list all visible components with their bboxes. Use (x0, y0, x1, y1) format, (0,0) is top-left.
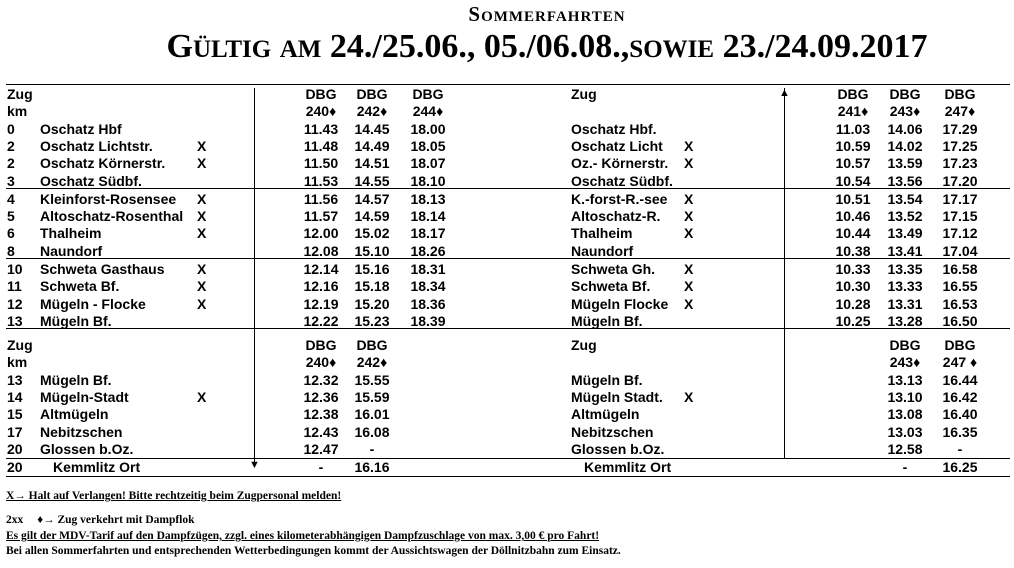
departure-time: 15.20 (354, 295, 390, 312)
train-number: 242♦ (356, 103, 388, 120)
km-value: 11 (7, 278, 22, 295)
km-value: 12 (7, 295, 23, 312)
station-name: Mügeln - Flocke (40, 295, 146, 312)
departure-time: 13.54 (887, 190, 923, 207)
kemmlitz-divider (6, 458, 1010, 459)
departure-time: 13.03 (887, 423, 923, 440)
station-name: Oschatz Südbf. (40, 172, 142, 189)
departure-time: 18.26 (410, 242, 446, 259)
departure-time: 10.59 (835, 137, 871, 154)
departure-time: 18.39 (410, 312, 446, 329)
departure-time: 14.55 (354, 172, 390, 189)
departure-time: 14.57 (354, 190, 390, 207)
validity-subtitle (40, 28, 1014, 66)
steam-note (6, 514, 195, 526)
train-number: 247 ♦ (942, 354, 978, 371)
departure-time: 16.42 (942, 388, 978, 405)
departure-time: 11.57 (303, 208, 339, 225)
subtitle-word-gueltig: ÜLTIG (192, 36, 272, 63)
departure-time: 14.45 (354, 120, 390, 137)
departure-time: 18.31 (410, 261, 446, 277)
steam-note-text: ♦→ Zug verkehrt mit Dampflok (37, 514, 195, 526)
station-name: Oschatz Hbf. (571, 120, 657, 137)
departure-time: 12.47 (303, 440, 339, 457)
operator-header: DBG (889, 337, 921, 353)
up-arrow-icon: ▲ (779, 87, 790, 99)
departure-time: 17.29 (942, 120, 978, 137)
km-value: 17 (7, 423, 23, 440)
km-value: 13 (7, 371, 23, 388)
operator-header: DBG (944, 337, 976, 353)
request-stop-marker: X (684, 208, 694, 225)
departure-time: 18.17 (410, 225, 446, 242)
tariff-note: Es gilt der MDV-Tarif auf den Dampfzügen, zzgl. eines kilometerabhängigen Dampfzuschlage von max. 3,00 € pro Fahrt! (6, 530, 600, 542)
station-name: Oschatz Lichtstr. (40, 137, 153, 154)
departure-time: 13.10 (887, 388, 923, 405)
station-name: Schweta Bf. (571, 278, 651, 295)
departure-time: 13.35 (887, 261, 923, 277)
departure-time: 13.49 (887, 225, 923, 242)
operator-header: DBG (356, 337, 388, 353)
request-stop-marker: X (197, 295, 207, 312)
departure-time: 10.57 (835, 155, 871, 172)
operator-header: DBG (305, 337, 337, 353)
departure-time: 14.51 (354, 155, 390, 172)
departure-time: 18.13 (410, 190, 446, 207)
operator-header: DBG (944, 86, 976, 102)
departure-time: 17.23 (942, 155, 978, 172)
departure-time: 13.52 (887, 208, 923, 225)
station-name: Nebitzschen (40, 423, 123, 440)
departure-time: 16.44 (942, 371, 978, 388)
station-name: Glossen b.Oz. (40, 440, 134, 457)
station-name: Altoschatz-Rosenthal (40, 208, 184, 225)
departure-time: 18.10 (410, 172, 446, 189)
departure-time: 13.31 (887, 295, 923, 312)
departure-time: 15.02 (354, 225, 390, 242)
station-name: Mügeln Bf. (571, 312, 643, 329)
train-number: 240♦ (305, 103, 337, 120)
subtitle-word-am: AM (279, 36, 322, 63)
departure-time: - (318, 459, 324, 476)
station-name: Nebitzschen (571, 423, 654, 440)
request-stop-marker: X (684, 278, 694, 295)
station-name: Schweta Bf. (40, 278, 120, 295)
station-name: Naundorf (40, 242, 103, 259)
km-value: 5 (7, 208, 15, 225)
request-stop-marker: X (684, 261, 694, 277)
request-stop-marker: X (684, 295, 694, 312)
station-name: Altmügeln (571, 406, 640, 423)
down-arrow-icon: ▼ (249, 459, 260, 471)
request-stop-marker: X (684, 225, 694, 242)
departure-time: 16.35 (942, 423, 978, 440)
train-number: 247♦ (944, 103, 976, 120)
page-title: Sommerfahrten (468, 2, 626, 26)
departure-time: 16.08 (354, 423, 390, 440)
train-number: 243♦ (889, 103, 921, 120)
km-value: 15 (7, 406, 23, 423)
departure-time: 10.54 (835, 172, 871, 189)
km-value: 4 (7, 190, 15, 207)
request-stop-marker: X (684, 190, 694, 207)
departure-time: - (369, 440, 375, 457)
station-name: Thalheim (571, 225, 633, 242)
request-stop-marker: X (684, 388, 694, 405)
departure-time: 12.14 (303, 261, 339, 277)
station-name: Mügeln Flocke (571, 295, 669, 312)
station-name: Oschatz Licht (571, 137, 663, 154)
departure-time: 18.34 (410, 278, 446, 295)
km-value: 2 (7, 155, 15, 172)
departure-time: 11.03 (835, 120, 871, 137)
departure-time: 15.10 (354, 242, 390, 259)
departure-time: 13.28 (887, 312, 923, 329)
station-name: Mügeln Bf. (40, 371, 112, 388)
station-name: Altoschatz-R. (571, 208, 661, 225)
operator-header: DBG (837, 86, 869, 102)
departure-time: 10.46 (835, 208, 871, 225)
departure-time: 16.50 (942, 312, 978, 329)
station-name: K.-forst-R.-see (571, 190, 668, 207)
departure-time: 11.56 (303, 190, 339, 207)
km-value: 0 (7, 120, 15, 137)
departure-time: 16.01 (354, 406, 390, 423)
km-label: km (7, 354, 28, 371)
station-name: Oz.- Körnerstr. (571, 155, 669, 172)
request-stop-marker: X (197, 388, 207, 405)
train-number: 243♦ (889, 354, 921, 371)
departure-time: 15.59 (354, 388, 390, 405)
request-stop-marker: X (197, 190, 207, 207)
station-name: Oschatz Körnerstr. (40, 155, 166, 172)
km-value: 20 (7, 440, 23, 457)
departure-time: 18.00 (410, 120, 446, 137)
request-stop-note: X→ Halt auf Verlangen! Bitte rechtzeitig beim Zugpersonal melden! (6, 490, 342, 502)
departure-time: 15.23 (354, 312, 390, 329)
departure-time: - (957, 440, 963, 457)
departure-time: 17.04 (942, 242, 978, 259)
subtitle-last-date: 23./24.09.2017 (722, 28, 928, 65)
station-name: Kleinforst-Rosensee (40, 190, 177, 207)
operator-header: DBG (305, 86, 337, 102)
down-direction-line (254, 88, 255, 466)
departure-time: 18.36 (410, 295, 446, 312)
request-stop-marker: X (197, 208, 207, 225)
departure-time: 17.17 (942, 190, 978, 207)
zug-label: Zug (7, 337, 33, 353)
station-name: Mügeln-Stadt (40, 388, 129, 405)
departure-time: 12.43 (303, 423, 339, 440)
departure-time: 10.33 (835, 261, 871, 277)
departure-time: 13.59 (887, 155, 923, 172)
departure-time: 12.22 (303, 312, 339, 329)
departure-time: 12.16 (303, 278, 339, 295)
departure-time: 12.32 (303, 371, 339, 388)
km-value: 6 (7, 225, 15, 242)
subtitle-dates: 24./25.06., 05./06.08., (329, 28, 630, 65)
departure-time: 10.44 (835, 225, 871, 242)
departure-time: 17.12 (942, 225, 978, 242)
departure-time: 11.43 (303, 120, 339, 137)
train-number: 240♦ (305, 354, 337, 371)
departure-time: 12.19 (303, 295, 339, 312)
departure-time: 11.53 (303, 172, 339, 189)
subtitle-initial: G (166, 28, 193, 65)
station-name: Kemmlitz Ort (53, 459, 141, 476)
train-number-code: 2xx (6, 514, 24, 526)
departure-time: 13.41 (887, 242, 923, 259)
km-value: 20 (7, 459, 23, 476)
departure-time: 15.16 (354, 261, 390, 277)
train-number: 241♦ (837, 103, 869, 120)
departure-time: 13.33 (887, 278, 923, 295)
station-name: Schweta Gasthaus (40, 261, 165, 277)
departure-time: 12.00 (303, 225, 339, 242)
departure-time: 13.13 (887, 371, 923, 388)
request-stop-marker: X (197, 137, 207, 154)
km-value: 2 (7, 137, 15, 154)
bottom-rule (6, 476, 1010, 477)
up-direction-line (784, 88, 785, 458)
departure-time: 12.08 (303, 242, 339, 259)
station-name: Mügeln Bf. (40, 312, 112, 329)
station-name: Oschatz Südbf. (571, 172, 673, 189)
departure-time: 18.14 (410, 208, 446, 225)
request-stop-marker: X (684, 137, 694, 154)
operator-header: DBG (889, 86, 921, 102)
departure-time: 15.18 (354, 278, 390, 295)
departure-time: 11.50 (303, 155, 339, 172)
request-stop-marker: X (684, 155, 694, 172)
zug-label: Zug (7, 86, 33, 102)
km-value: 13 (7, 312, 23, 329)
departure-time: 11.48 (303, 137, 339, 154)
departure-time: 14.59 (354, 208, 390, 225)
station-name: Altmügeln (40, 406, 109, 423)
request-stop-marker: X (197, 225, 207, 242)
departure-time: 10.51 (835, 190, 871, 207)
departure-time: 10.38 (835, 242, 871, 259)
station-name: Kemmlitz Ort (584, 459, 672, 476)
request-stop-marker: X (197, 155, 207, 172)
departure-time: 18.05 (410, 137, 446, 154)
departure-time: 16.25 (942, 459, 978, 476)
subtitle-word-sowie: SOWIE (629, 36, 715, 63)
km-label: km (7, 103, 28, 120)
train-number: 242♦ (356, 354, 388, 371)
km-value: 3 (7, 172, 15, 189)
departure-time: 13.08 (887, 406, 923, 423)
departure-time: 10.28 (835, 295, 871, 312)
operator-header: DBG (412, 86, 444, 102)
zug-label: Zug (571, 337, 597, 353)
departure-time: 12.36 (303, 388, 339, 405)
station-name: Schweta Gh. (571, 261, 656, 277)
departure-time: 14.02 (887, 137, 923, 154)
departure-time: 16.55 (942, 278, 978, 295)
departure-time: 10.25 (835, 312, 871, 329)
departure-time: 10.30 (835, 278, 871, 295)
departure-time: 15.55 (354, 371, 390, 388)
station-name: Glossen b.Oz. (571, 440, 665, 457)
station-name: Thalheim (40, 225, 102, 242)
departure-time: 17.15 (942, 208, 978, 225)
departure-time: 17.25 (942, 137, 978, 154)
operator-header: DBG (356, 86, 388, 102)
station-name: Naundorf (571, 242, 634, 259)
km-value: 14 (7, 388, 23, 405)
departure-time: 18.07 (410, 155, 446, 172)
zug-label: Zug (571, 86, 597, 102)
departure-time: 14.49 (354, 137, 390, 154)
departure-time: - (902, 459, 908, 476)
departure-time: 16.58 (942, 261, 978, 277)
station-name: Mügeln Stadt. (571, 388, 663, 405)
station-name: Oschatz Hbf (40, 120, 122, 137)
station-name: Mügeln Bf. (571, 371, 643, 388)
km-value: 8 (7, 242, 15, 259)
departure-time: 13.56 (887, 172, 923, 189)
train-number: 244♦ (412, 103, 444, 120)
request-stop-marker: X (197, 261, 207, 277)
departure-time: 12.38 (303, 406, 339, 423)
departure-time: 14.06 (887, 120, 923, 137)
departure-time: 16.16 (354, 459, 390, 476)
departure-time: 12.58 (887, 440, 923, 457)
observation-car-note: Bei allen Sommerfahrten und entsprechenden Wetterbedingungen kommt der Aussichtswagen der Döllnitzbahn zum Einsatz. (6, 545, 621, 557)
request-stop-marker: X (197, 278, 207, 295)
top-rule (6, 84, 1010, 85)
km-value: 10 (7, 261, 23, 277)
departure-time: 16.40 (942, 406, 978, 423)
departure-time: 16.53 (942, 295, 978, 312)
departure-time: 17.20 (942, 172, 978, 189)
